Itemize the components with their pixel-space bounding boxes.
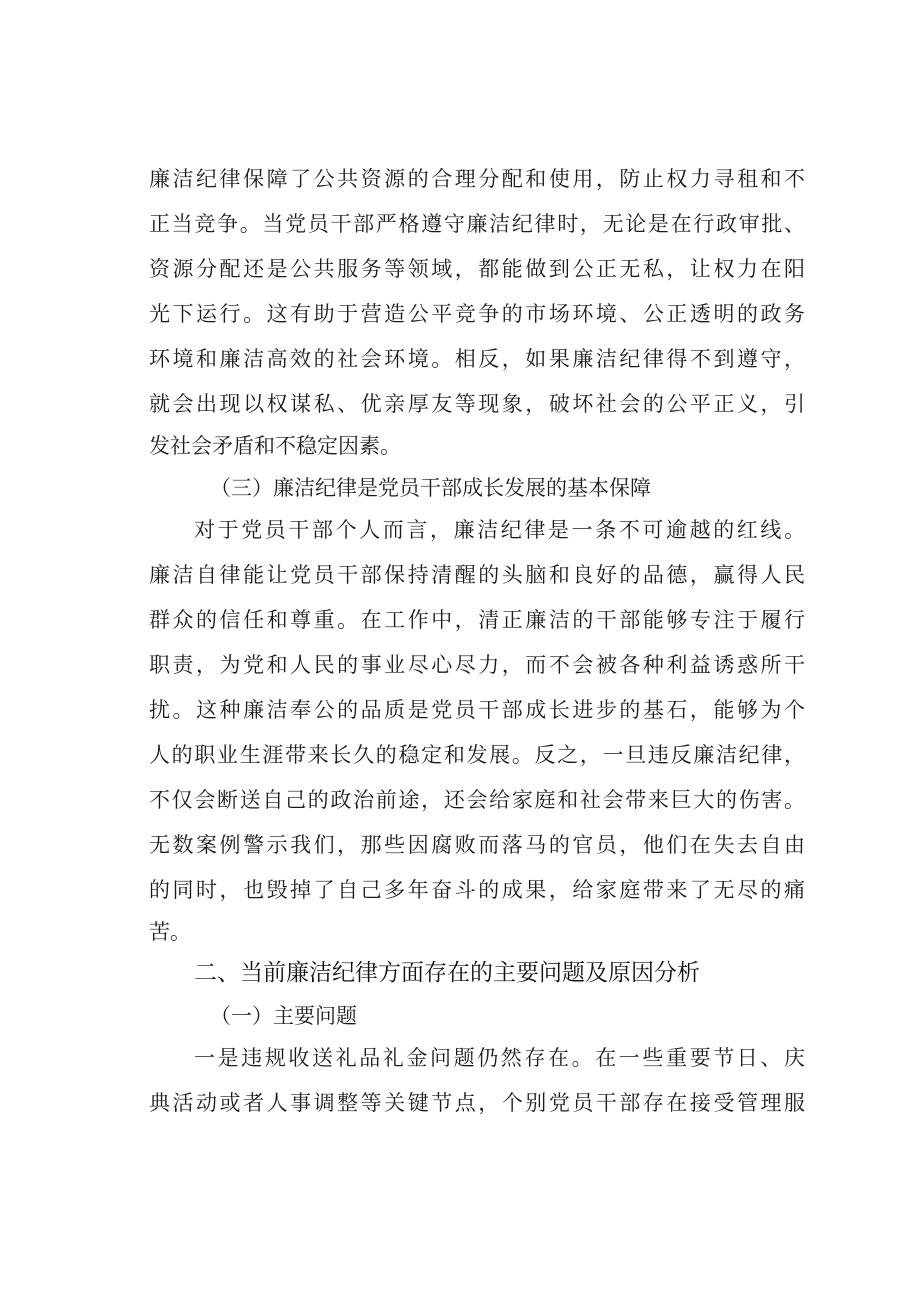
paragraph-line: 的同时，也毁掉了自己多年奋斗的成果，给家庭带来了无尽的痛 xyxy=(149,878,805,902)
paragraph-line: 群众的信任和尊重。在工作中，清正廉洁的干部能够专注于履行 xyxy=(149,608,805,632)
paragraph-line: 发社会矛盾和不稳定因素。 xyxy=(149,434,401,458)
paragraph-line: 无数案例警示我们，那些因腐败而落马的官员，他们在失去自由 xyxy=(149,833,805,857)
paragraph-line: 人的职业生涯带来长久的稳定和发展。反之，一旦违反廉洁纪律， xyxy=(149,743,805,767)
paragraph-line: 光下运行。这有助于营造公平竞争的市场环境、公正透明的政务 xyxy=(149,302,805,326)
section-subheading: （三）廉洁纪律是党员干部成长发展的基本保障 xyxy=(210,476,651,500)
paragraph-line: 廉洁自律能让党员干部保持清醒的头脑和良好的品德，赢得人民 xyxy=(149,563,805,587)
paragraph-line: 苦。 xyxy=(149,920,191,944)
section-subheading: （一）主要问题 xyxy=(210,1004,357,1028)
chapter-heading: 二、当前廉洁纪律方面存在的主要问题及原因分析 xyxy=(194,960,700,986)
paragraph-line: 职责，为党和人民的事业尽心尽力，而不会被各种利益诱惑所干 xyxy=(149,653,805,677)
paragraph-line: 扰。这种廉洁奉公的品质是党员干部成长进步的基石，能够为个 xyxy=(149,698,805,722)
paragraph-line: 廉洁纪律保障了公共资源的合理分配和使用，防止权力寻租和不 xyxy=(149,167,805,191)
paragraph-line: 一是违规收送礼品礼金问题仍然存在。在一些重要节日、庆 xyxy=(194,1046,805,1070)
paragraph-line: 典活动或者人事调整等关键节点，个别党员干部存在接受管理服 xyxy=(149,1091,805,1115)
paragraph-line: 不仅会断送自己的政治前途，还会给家庭和社会带来巨大的伤害。 xyxy=(149,788,805,812)
paragraph-line: 就会出现以权谋私、优亲厚友等现象，破坏社会的公平正义，引 xyxy=(149,392,805,416)
paragraph-line: 环境和廉洁高效的社会环境。相反，如果廉洁纪律得不到遵守， xyxy=(149,347,805,371)
paragraph-line: 资源分配还是公共服务等领域，都能做到公正无私，让权力在阳 xyxy=(149,257,805,281)
paragraph-line: 正当竞争。当党员干部严格遵守廉洁纪律时，无论是在行政审批、 xyxy=(149,212,805,236)
paragraph-line: 对于党员干部个人而言，廉洁纪律是一条不可逾越的红线。 xyxy=(194,518,805,542)
